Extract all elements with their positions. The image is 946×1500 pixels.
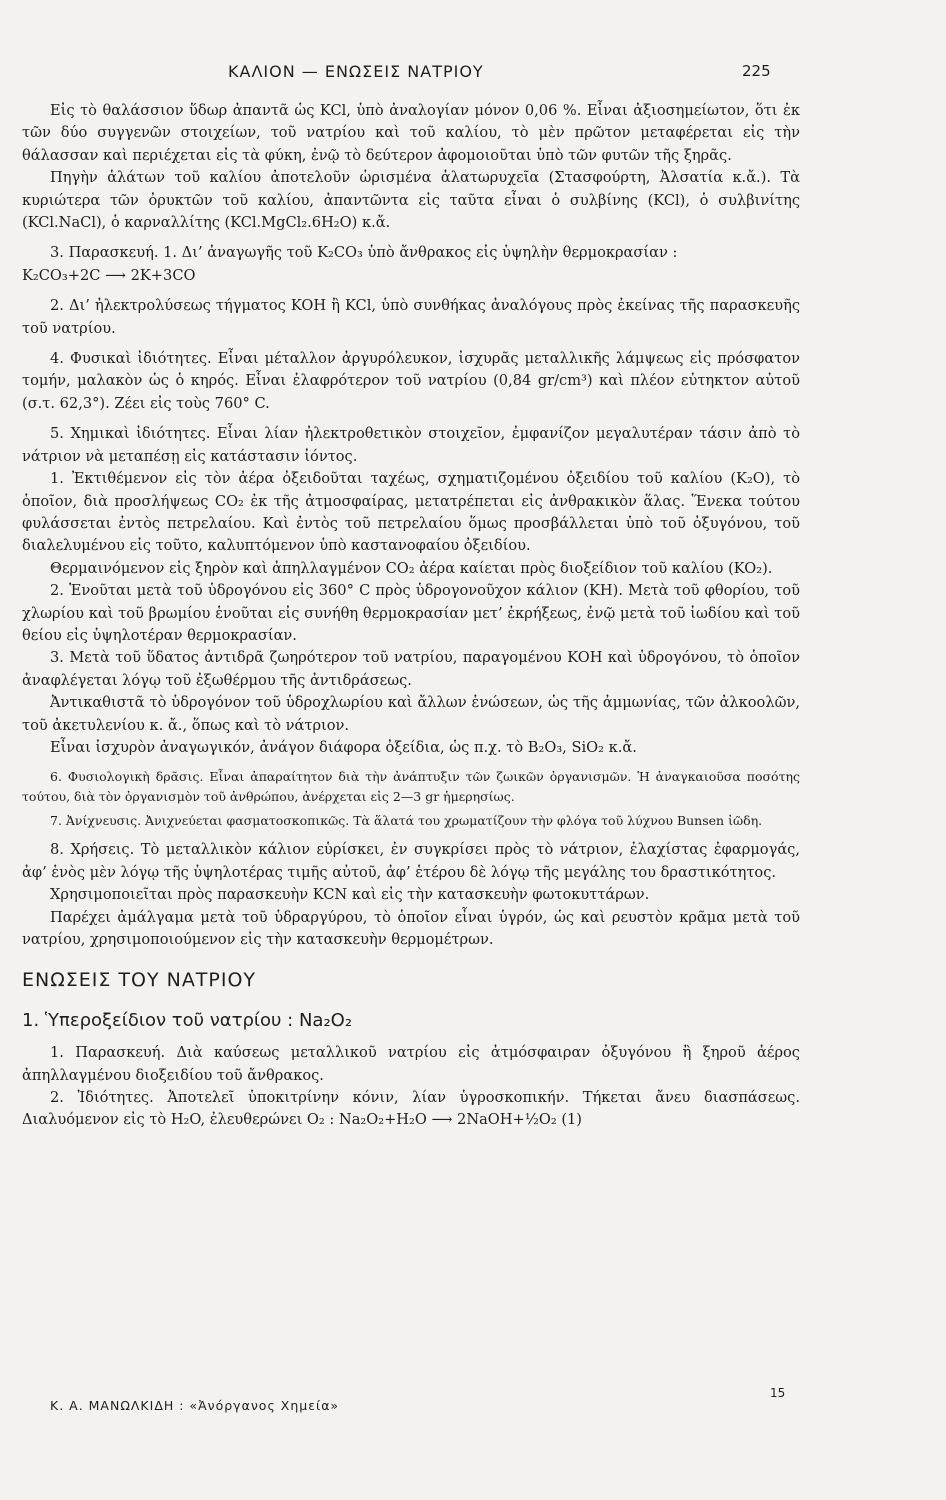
paragraph: 2. Ἑνοῦται μετὰ τοῦ ὑδρογόνου εἰς 360° C πρὸς ὑδρογονοῦχον κάλιον (KH). Μετὰ τοῦ φθορίου, τοῦ χλωρίου καὶ τοῦ βρωμίου ἑνοῦται εἰς συνήθη θερμοκρασίαν μετ’ ἐκρήξεως, ἐνῷ μετὰ τοῦ ἰωδίου καὶ τοῦ θείου εἰς ὑψηλοτέραν θερμοκρασίαν.	[22, 582, 800, 644]
paragraph: Ἀντικαθιστᾶ τὸ ὑδρογόνον τοῦ ὑδροχλωρίου καὶ ἄλλων ἑνώσεων, ὡς τῆς ἀμμωνίας, τῶν ἀλκοολῶν, τοῦ ἀκετυλενίου κ. ἄ., ὅπως καὶ τὸ νάτριον.	[22, 694, 800, 734]
preparation-heading: 3. Παρασκευή. 1. Δι’ ἀναγωγῆς τοῦ K₂CO₃ ὑπὸ ἄνθρακος εἰς ὑψηλὴν θερμοκρασίαν :	[50, 244, 678, 262]
physical-properties: 4. Φυσικαὶ ἰδιότητες. Εἶναι μέταλλον ἀργυρόλευκον, ἰσχυρᾶς μεταλλικῆς λάμψεως εἰς πρόσφατον τομήν, μαλακὸν ὡς ὁ κηρός. Εἶναι ἐλαφρότερον τοῦ νατρίου (0,84 gr/cm³) καὶ πλέον εὐτηκτον αὐτοῦ (σ.τ. 62,3°). Ζέει εἰς τοὺς 760° C.	[22, 350, 800, 412]
page-header	[0, 62, 946, 84]
signature-mark: 15	[770, 1386, 786, 1400]
paragraph: 1. Παρασκευή. Διὰ καύσεως μεταλλικοῦ νατρίου εἰς ἀτμόσφαιραν ὀξυγόνου ἢ ξηροῦ ἀέρος ἀπηλλαγμένου διοξειδίου τοῦ ἄνθρακος.	[22, 1044, 800, 1084]
section-title: ΕΝΩΣΕΙΣ ΤΟΥ ΝΑΤΡΙΟΥ	[22, 969, 257, 992]
paragraph: Εἶναι ἰσχυρὸν ἀναγωγικόν, ἀνάγον διάφορα ὀξείδια, ὡς π.χ. τὸ B₂O₃, SiO₂ κ.ἄ.	[50, 738, 637, 756]
paragraph: 2. Ἰδιότητες. Ἀποτελεῖ ὑποκιτρίνην κόνιν, λίαν ὑγροσκοπικήν. Τήκεται ἄνευ διασπάσεως. Διαλυόμενον εἰς τὸ H₂O, ἐλευθερώνει O₂ : Na₂O₂+H₂O ⟶ 2NaOH+½O₂ (1)	[22, 1089, 800, 1129]
physiological-action: 6. Φυσιολογικὴ δρᾶσις. Εἶναι ἀπαραίτητον διὰ τὴν ἀνάπτυξιν τῶν ζωικῶν ὀργανισμῶν. Ἡ ἀναγκαιοῦσα ποσότης τούτου, διὰ τὸν ὀργανισμὸν τοῦ ἀνθρώπου, ἀνέρχεται εἰς 2—3 gr ἡμερησίως.	[22, 769, 800, 805]
running-title: ΚΑΛΙΟΝ — ΕΝΩΣΕΙΣ ΝΑΤΡΙΟΥ	[228, 62, 484, 81]
paragraph: 2. Δι’ ἠλεκτρολύσεως τήγματος KOH ἢ KCl, ὑπὸ συνθήκας ἀναλόγους πρὸς ἐκείνας τῆς παρασκευῆς τοῦ νατρίου.	[22, 297, 800, 337]
paragraph: 3. Μετὰ τοῦ ὕδατος ἀντιδρᾶ ζωηρότερον τοῦ νατρίου, παραγομένου KOH καὶ ὑδρογόνου, τὸ ὁποῖον ἀναφλέγεται λόγῳ τοῦ ἐξωθέρμου τῆς ἀντιδράσεως.	[22, 649, 800, 689]
page-body	[22, 100, 800, 1132]
paragraph: 1. Ἐκτιθέμενον εἰς τὸν ἀέρα ὀξειδοῦται ταχέως, σχηματιζομένου ὀξειδίου τοῦ καλίου (K₂O), τὸ ὁποῖον, διὰ προσλήψεως CO₂ ἐκ τῆς ἀτμοσφαίρας, μετατρέπεται εἰς ἀνθρακικὸν ἅλας. Ἕνεκα τούτου φυλάσσεται ἐντὸς πετρελαίου. Καὶ ἐντὸς τοῦ πετρελαίου ὅμως προσβάλλεται ὑπὸ τοῦ ὀξυγόνου, τοῦ διαλελυμένου εἰς τοῦτο, καλυπτόμενον ὑπὸ καστανοφαίου ὀξειδίου.	[22, 470, 800, 555]
equation: K₂CO₃+2C ⟶ 2K+3CO	[22, 266, 196, 284]
detection: 7. Ἀνίχνευσις. Ἀνιχνεύεται φασματοσκοπικῶς. Τὰ ἅλατά του χρωματίζουν τὴν φλόγα τοῦ λύχνου Bunsen ἰῶδη.	[50, 813, 763, 829]
uses: 8. Χρήσεις. Τὸ μεταλλικὸν κάλιον εὑρίσκει, ἐν συγκρίσει πρὸς τὸ νάτριον, ἐλαχίστας ἐφαρμογάς, ἀφ’ ἑνὸς μὲν λόγῳ τῆς ὑψηλοτέρας τιμῆς αὐτοῦ, ἀφ’ ἑτέρου δὲ λόγῳ τῆς μεγάλης του δραστικότητος.	[22, 841, 800, 881]
paragraph: Παρέχει ἀμάλγαμα μετὰ τοῦ ὑδραργύρου, τὸ ὁποῖον εἶναι ὑγρόν, ὡς καὶ ρευστὸν κρᾶμα μετὰ τοῦ νατρίου, χρησιμοποιούμενον εἰς τὴν κατασκευὴν θερμομέτρων.	[22, 908, 800, 948]
footnote: Κ. Α. ΜΑΝΩΛΚΙΔΗ : «Ἀνόργανος Χημεία»	[50, 1398, 340, 1413]
paragraph: Εἰς τὸ θαλάσσιον ὕδωρ ἀπαντᾶ ὡς KCl, ὑπὸ ἀναλογίαν μόνον 0,06 %. Εἶναι ἀξιοσημείωτον, ὅτι ἐκ τῶν δύο συγγενῶν στοιχείων, τοῦ νατρίου καὶ τοῦ καλίου, τὸ μὲν πρῶτον μεταφέρεται εἰς τὴν θάλασσαν καὶ περιέχεται εἰς τὰ φύκη, ἐνῷ τὸ δεύτερον ἀφομοιοῦται ὑπὸ τῶν φυτῶν τῆς ξηρᾶς.	[22, 102, 800, 164]
subsection-title: 1. Ὑπεροξείδιον τοῦ νατρίου : Na₂O₂	[22, 1009, 353, 1031]
paragraph: Θερμαινόμενον εἰς ξηρὸν καὶ ἀπηλλαγμένον CO₂ ἀέρα καίεται πρὸς διοξείδιον τοῦ καλίου (KO₂).	[50, 559, 773, 577]
page-number: 225	[742, 62, 771, 80]
chemical-properties: 5. Χημικαὶ ἰδιότητες. Εἶναι λίαν ἠλεκτροθετικὸν στοιχεῖον, ἐμφανίζον μεγαλυτέραν τάσιν ἀπὸ τὸ νάτριον νὰ μεταπέσῃ εἰς κατάστασιν ἰόντος.	[22, 425, 800, 465]
page-footer	[0, 1386, 946, 1428]
paragraph: Πηγὴν ἁλάτων τοῦ καλίου ἀποτελοῦν ὡρισμένα ἁλατωρυχεῖα (Στασφούρτη, Ἀλσατία κ.ἄ.). Τὰ κυριώτερα τῶν ὀρυκτῶν τοῦ καλίου, ἀπαντῶντα εἰς ταῦτα εἶναι ὁ συλβίνης (KCl), ὁ συλβινίτης (KCl.NaCl), ὁ καρναλλίτης (KCl.MgCl₂.6H₂O) κ.ἄ.	[22, 169, 800, 232]
paragraph: Χρησιμοποιεῖται πρὸς παρασκευὴν KCN καὶ εἰς τὴν κατασκευὴν φωτοκυττάρων.	[50, 886, 650, 904]
